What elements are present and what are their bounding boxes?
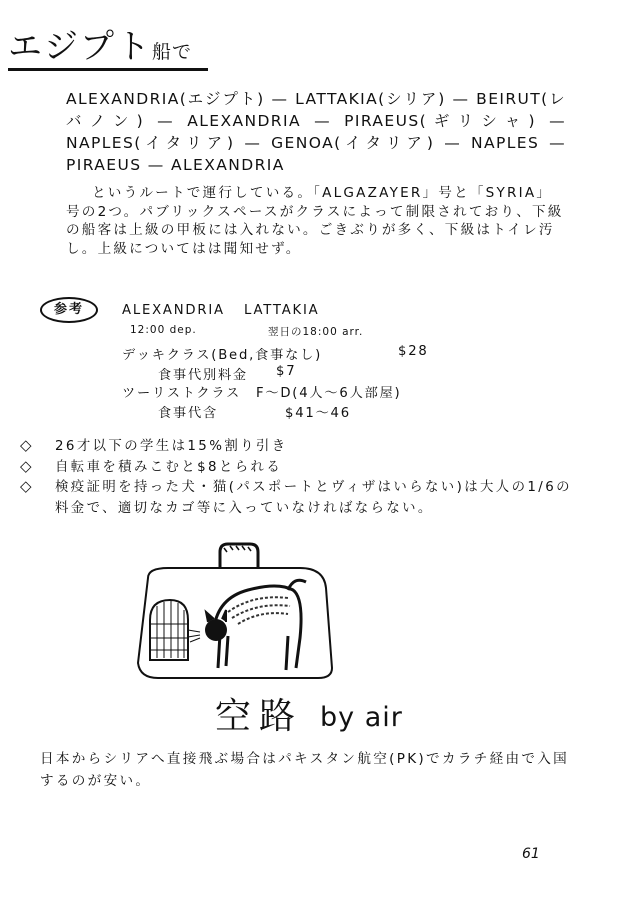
title-sub-text: 船で <box>152 41 193 63</box>
ref-departure: 12:00 dep. <box>130 324 197 336</box>
ref-tourist-meal-label: 食事代含 <box>158 406 218 421</box>
title-main-text: エジプト <box>8 27 152 67</box>
title-underline <box>8 68 208 71</box>
ref-meal-fee: $7 <box>276 364 297 379</box>
ref-deck-price: $28 <box>398 344 429 359</box>
ref-to: LATTAKIA <box>244 303 320 318</box>
air-section-text: 日本からシリアへ直接飛ぶ場合はパキスタン航空(PK)でカラチ経由で入国するのが安い。 <box>40 751 570 789</box>
note-text: 26才以下の学生は15%割り引き <box>55 439 288 454</box>
diamond-icon: ◇ <box>20 457 32 475</box>
ref-arrival: 翌日の18:00 arr. <box>268 326 364 338</box>
diamond-icon: ◇ <box>20 477 32 495</box>
note-text: 自転車を積みこむと$8とられる <box>55 460 283 475</box>
reference-stamp: 参考 <box>40 297 98 323</box>
page-title <box>8 27 193 67</box>
air-section-by: by air <box>320 702 403 733</box>
ref-deck-class: デッキクラス(Bed,食事なし) <box>122 348 323 363</box>
ref-from: ALEXANDRIA <box>122 303 225 318</box>
cat-carrier-illustration <box>128 538 338 688</box>
page-number: 61 <box>522 846 540 862</box>
air-section-title: 空路 <box>215 696 304 737</box>
ship-route: ALEXANDRIA(エジプト) — LATTAKIA(シリア) — BEIRUT(レバノン) — ALEXANDRIA — PIRAEUS(ギリシャ) — NAPLES(イタリア) — GENOA(イタリア) — NAPLES — PIRAEUS — ALEXANDRIA <box>66 90 566 174</box>
note-text: 検疫証明を持った犬・猫(パスポートとヴィザはいらない)は大人の1/6の料金で、適切なカゴ等に入っていなければならない。 <box>55 480 572 516</box>
diamond-icon: ◇ <box>20 436 32 454</box>
ref-tourist-class: ツーリストクラス F〜D(4人〜6人部屋) <box>122 386 402 401</box>
route-description: というルートで運行している。「ALGAZAYER」号と「SYRIA」号の2つ。パブリックスペースがクラスによって制限されており、下級の船客は上級の甲板には入れない。ごきぶりが多く、下級はトイレ汚し。上級についてはは聞知せず。 <box>66 185 564 257</box>
ref-meal-fee-label: 食事代別料金 <box>158 368 248 383</box>
ref-tourist-price: $41〜46 <box>285 406 351 421</box>
